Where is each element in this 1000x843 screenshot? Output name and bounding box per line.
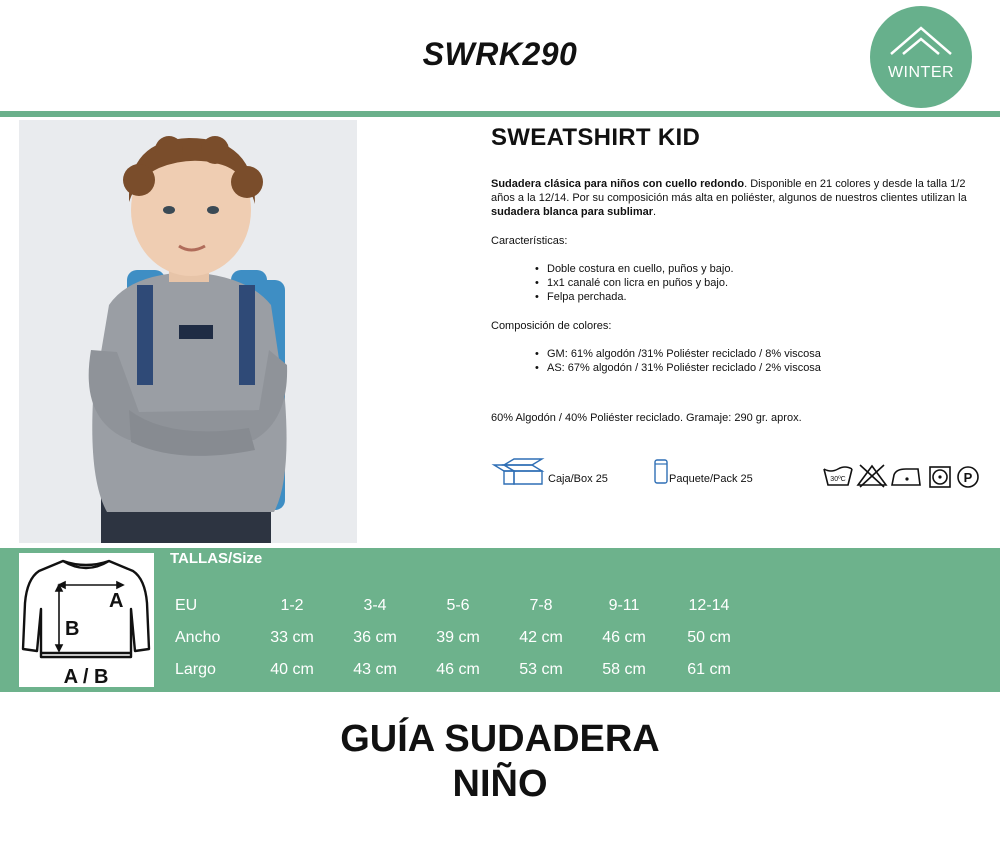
size-cell: 1-2 [280, 597, 304, 614]
size-cell: 42 cm [519, 629, 563, 646]
diagram-label-a: A [109, 590, 124, 612]
size-row-largo [0, 661, 1000, 685]
diagram-label-b: B [65, 618, 80, 640]
size-cell: 43 cm [353, 661, 397, 678]
composition-title: Composición de colores: [491, 320, 612, 332]
description-text-2: . [653, 206, 657, 218]
winter-badge [870, 6, 972, 108]
row-label: EU [175, 597, 198, 614]
size-cell: 58 cm [602, 661, 646, 678]
feature-item: • Doble costura en cuello, puños y bajo. [535, 262, 734, 276]
bag-icon [654, 458, 668, 484]
guide-title-line-2: NIÑO [452, 763, 548, 805]
row-label: Largo [175, 661, 216, 678]
size-cell: 40 cm [270, 661, 314, 678]
size-cell: 50 cm [687, 629, 731, 646]
pack-label: Paquete/Pack 25 [669, 473, 753, 485]
product-description [491, 177, 981, 219]
fabric-spec: 60% Algodón / 40% Poliéster reciclado. Gramaje: 290 gr. aprox. [491, 412, 802, 424]
size-cell: 3-4 [363, 597, 387, 614]
size-row-ancho [0, 629, 1000, 653]
tumble-dry-low-icon [930, 467, 950, 487]
diagram-caption: A / B [63, 666, 109, 687]
size-cell: 46 cm [602, 629, 646, 646]
product-title: SWEATSHIRT KID [491, 124, 701, 151]
features-list [535, 262, 734, 304]
feature-item: • 1x1 canalé con licra en puños y bajo. [535, 276, 734, 290]
size-cell: 61 cm [687, 661, 731, 678]
guide-title [0, 717, 1000, 807]
size-cell: 33 cm [270, 629, 314, 646]
size-cell: 36 cm [353, 629, 397, 646]
care-icons [822, 463, 982, 489]
mountain-icon [889, 22, 953, 62]
guide-title-line-1: GUÍA SUDADERA [340, 718, 660, 760]
size-cell: 53 cm [519, 661, 563, 678]
description-bold-2: sudadera blanca para sublimar [491, 206, 654, 218]
dry-clean-letter: P [963, 470, 973, 485]
dry-clean-p-icon [958, 467, 978, 487]
wash-temp: 30ºC [830, 476, 846, 483]
size-cell: 12-14 [688, 597, 730, 614]
no-bleach-icon [858, 465, 886, 487]
size-cell: 39 cm [436, 629, 480, 646]
composition-list [535, 347, 821, 375]
sizes-title: TALLAS/Size [170, 550, 263, 567]
box-label: Caja/Box 25 [548, 473, 608, 485]
size-cell: 5-6 [446, 597, 470, 614]
features-title: Características: [491, 235, 568, 247]
size-row-eu [0, 597, 1000, 621]
description-bold-1: Sudadera clásica para niños con cuello redondo [491, 178, 745, 190]
size-cell: 9-11 [608, 597, 640, 614]
wash-30-icon [824, 467, 852, 485]
size-cell: 7-8 [529, 597, 553, 614]
product-code: SWRK290 [422, 36, 578, 72]
box-icon [490, 457, 546, 485]
size-cell: 46 cm [436, 661, 480, 678]
feature-item: • Felpa perchada. [535, 290, 734, 304]
header-divider [0, 111, 1000, 117]
product-photo [19, 120, 357, 543]
row-label: Ancho [175, 629, 221, 646]
composition-item: • GM: 61% algodón /31% Poliéster reciclado / 8% viscosa [535, 347, 821, 361]
badge-label: WINTER [887, 64, 955, 81]
description-text-1: . Disponible en 21 colores y desde la talla 1/2 años a la 12/14. Por su composición más alta en poliéster, algunos de nuestros clientes utilizan la [491, 178, 967, 204]
composition-item: • AS: 67% algodón / 31% Poliéster reciclado / 2% viscosa [535, 361, 821, 375]
iron-low-icon [892, 469, 920, 485]
